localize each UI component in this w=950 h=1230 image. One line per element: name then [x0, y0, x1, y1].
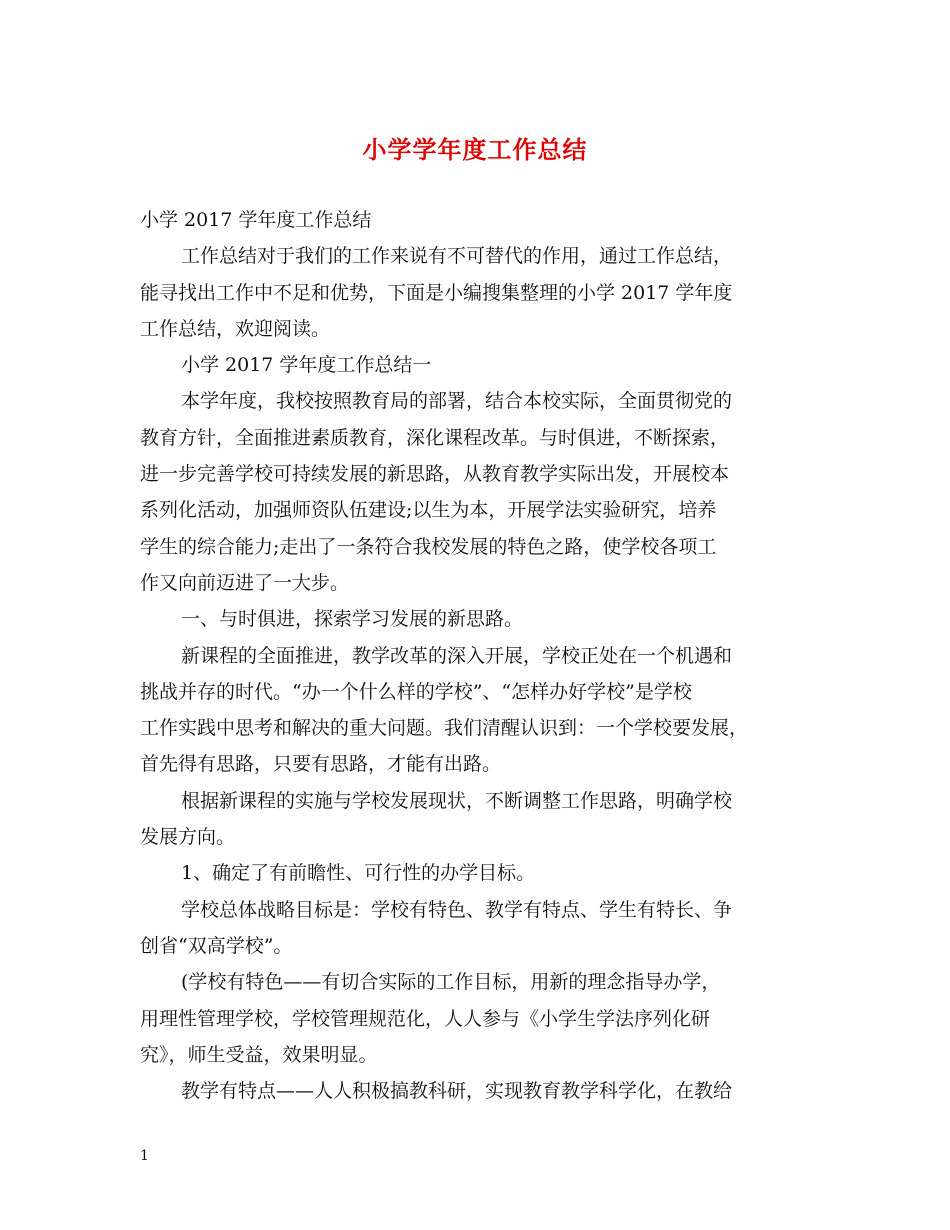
text-line: 挑战并存的时代。“办一个什么样的学校”、“怎样办好学校”是学校	[140, 680, 692, 703]
text-line: 学校总体战略目标是：学校有特色、教学有特点、学生有特长、争	[181, 898, 733, 921]
text-line: 教学有特点——人人积极搞教科研，实现教育教学科学化，在教给	[181, 1080, 733, 1103]
text-line: 能寻找出工作中不足和优势，下面是小编搜集整理的小学 2017 学年度	[140, 281, 733, 304]
document-title: 小学学年度工作总结	[362, 135, 588, 164]
document-body	[140, 202, 818, 1109]
text-line: 工作总结对于我们的工作来说有不可替代的作用，通过工作总结，	[181, 245, 733, 268]
page-number: 1	[140, 1148, 149, 1164]
text-line: (学校有特色——有切合实际的工作目标，用新的理念指导办学，	[181, 971, 721, 994]
text-line: 教育方针，全面推进素质教育，深化课程改革。与时俱进，不断探索，	[140, 426, 730, 449]
text-line: 工作实践中思考和解决的重大问题。我们清醒认识到：一个学校要发展，	[140, 717, 749, 740]
text-line: 创省“双高学校”。	[140, 934, 293, 957]
text-line: 作又向前迈进了一大步。	[140, 571, 350, 594]
text-line: 系列化活动，加强师资队伍建设;以生为本，开展学法实验研究，培养	[140, 499, 717, 522]
text-line: 用理性管理学校，学校管理规范化，人人参与《小学生学法序列化研	[140, 1007, 711, 1030]
text-line: 首先得有思路，只要有思路，才能有出路。	[140, 753, 502, 776]
text-line: 小学 2017 学年度工作总结一	[181, 354, 432, 377]
text-line: 新课程的全面推进，教学改革的深入开展，学校正处在一个机遇和	[181, 644, 733, 667]
text-line: 本学年度，我校按照教育局的部署，结合本校实际，全面贯彻党的	[181, 390, 733, 413]
text-line: 发展方向。	[140, 826, 236, 849]
text-line: 根据新课程的实施与学校发展现状，不断调整工作思路，明确学校	[181, 789, 733, 812]
text-line: 进一步完善学校可持续发展的新思路，从教育教学实际出发，开展校本	[140, 463, 730, 486]
text-line: 工作总结，欢迎阅读。	[140, 317, 331, 340]
text-line: 1、确定了有前瞻性、可行性的办学目标。	[181, 862, 536, 885]
text-line: 小学 2017 学年度工作总结	[140, 209, 372, 231]
text-line: 学生的综合能力;走出了一条符合我校发展的特色之路，使学校各项工	[140, 535, 717, 558]
text-line: 究》，师生受益，效果明显。	[140, 1043, 378, 1066]
text-line: 一、与时俱进，探索学习发展的新思路。	[181, 608, 524, 631]
